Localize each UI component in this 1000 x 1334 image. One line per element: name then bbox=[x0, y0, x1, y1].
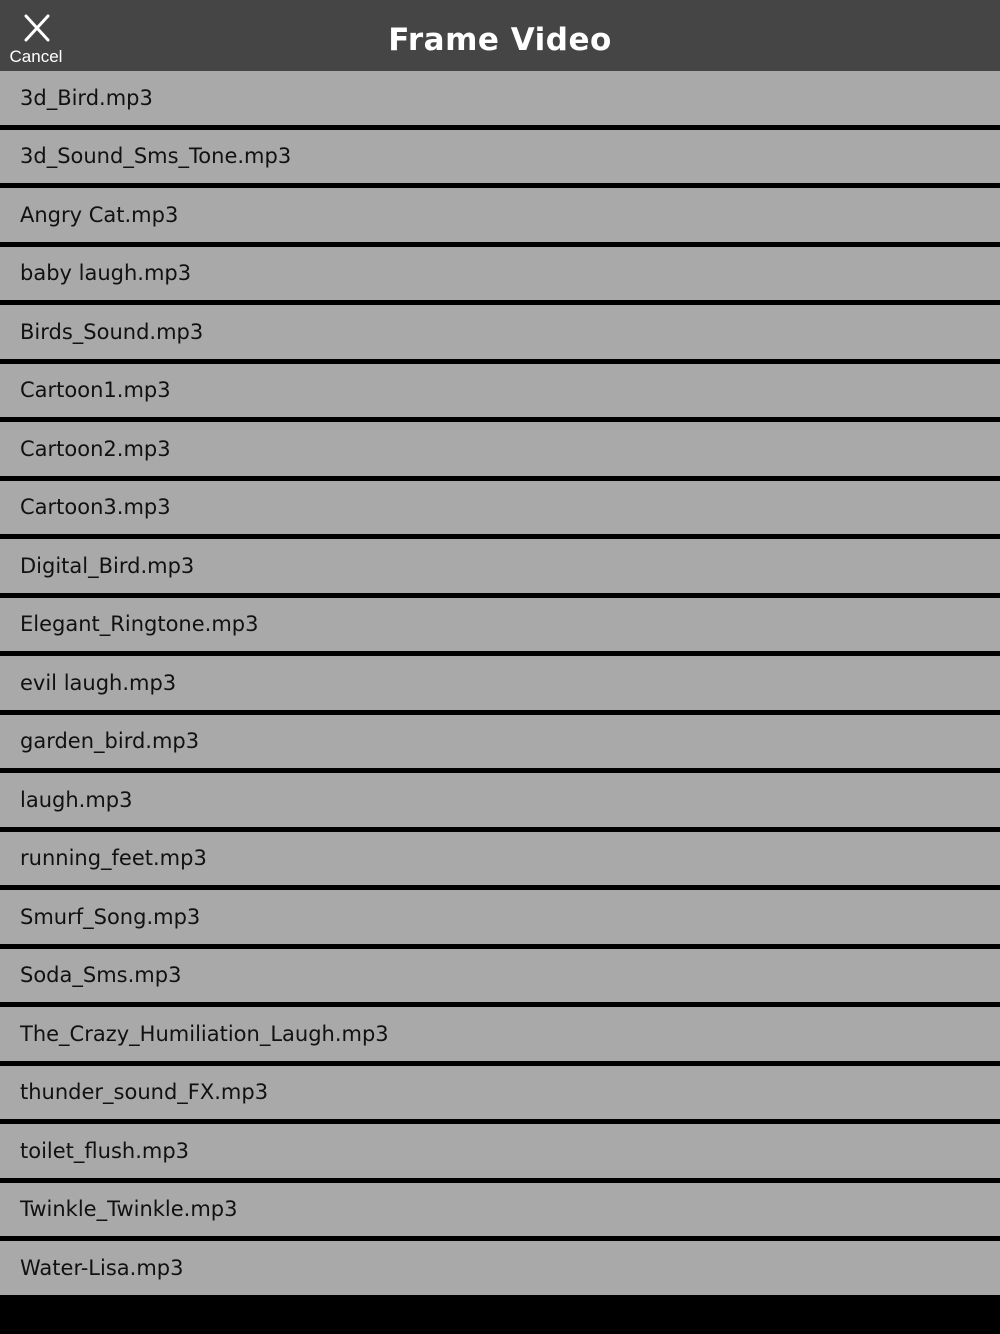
list-item-label: laugh.mp3 bbox=[20, 787, 133, 812]
list-item[interactable] bbox=[0, 481, 1000, 535]
list-item-label: running_feet.mp3 bbox=[20, 846, 207, 871]
list-item[interactable] bbox=[0, 71, 1000, 125]
list-item-label: toilet_flush.mp3 bbox=[20, 1138, 190, 1163]
audio-file-list bbox=[0, 71, 1000, 1296]
list-item[interactable] bbox=[0, 247, 1000, 301]
bottom-bar bbox=[0, 1296, 1000, 1334]
list-item-label: baby laugh.mp3 bbox=[20, 261, 192, 286]
list-item[interactable] bbox=[0, 773, 1000, 827]
list-item[interactable] bbox=[0, 305, 1000, 359]
list-item[interactable] bbox=[0, 715, 1000, 769]
list-item[interactable] bbox=[0, 422, 1000, 476]
list-item-label: The_Crazy_Humiliation_Laugh.mp3 bbox=[20, 1021, 389, 1046]
list-item-label: Smurf_Song.mp3 bbox=[20, 904, 201, 929]
list-item[interactable] bbox=[0, 1066, 1000, 1120]
list-item[interactable] bbox=[0, 188, 1000, 242]
list-item-label: Elegant_Ringtone.mp3 bbox=[20, 612, 259, 637]
list-item[interactable] bbox=[0, 1124, 1000, 1178]
list-item-label: evil laugh.mp3 bbox=[20, 670, 177, 695]
list-item-label: thunder_sound_FX.mp3 bbox=[20, 1080, 269, 1105]
list-item-label: 3d_Sound_Sms_Tone.mp3 bbox=[20, 144, 292, 169]
list-item-label: Angry Cat.mp3 bbox=[20, 202, 179, 227]
page-title: Frame Video bbox=[388, 22, 612, 58]
list-item[interactable] bbox=[0, 1241, 1000, 1295]
list-item[interactable] bbox=[0, 364, 1000, 418]
list-item-label: Water-Lisa.mp3 bbox=[20, 1255, 184, 1280]
list-item-label: Cartoon1.mp3 bbox=[20, 378, 171, 403]
list-item[interactable] bbox=[0, 130, 1000, 184]
list-item[interactable] bbox=[0, 598, 1000, 652]
cancel-button[interactable] bbox=[0, 0, 72, 71]
list-item-label: Twinkle_Twinkle.mp3 bbox=[20, 1197, 238, 1222]
list-item-label: Birds_Sound.mp3 bbox=[20, 319, 204, 344]
list-item-label: Cartoon3.mp3 bbox=[20, 495, 171, 520]
list-item[interactable] bbox=[0, 1007, 1000, 1061]
list-item-label: 3d_Bird.mp3 bbox=[20, 85, 153, 110]
list-item[interactable] bbox=[0, 656, 1000, 710]
list-item-label: Soda_Sms.mp3 bbox=[20, 963, 182, 988]
list-item[interactable] bbox=[0, 832, 1000, 886]
list-item[interactable] bbox=[0, 890, 1000, 944]
list-item-label: Cartoon2.mp3 bbox=[20, 436, 171, 461]
list-item[interactable] bbox=[0, 949, 1000, 1003]
list-item-label: garden_bird.mp3 bbox=[20, 729, 200, 754]
cancel-label: Cancel bbox=[9, 47, 63, 66]
navigation-bar bbox=[0, 0, 1000, 71]
close-icon bbox=[24, 14, 50, 42]
list-item[interactable] bbox=[0, 1183, 1000, 1237]
list-item[interactable] bbox=[0, 539, 1000, 593]
list-item-label: Digital_Bird.mp3 bbox=[20, 553, 195, 578]
